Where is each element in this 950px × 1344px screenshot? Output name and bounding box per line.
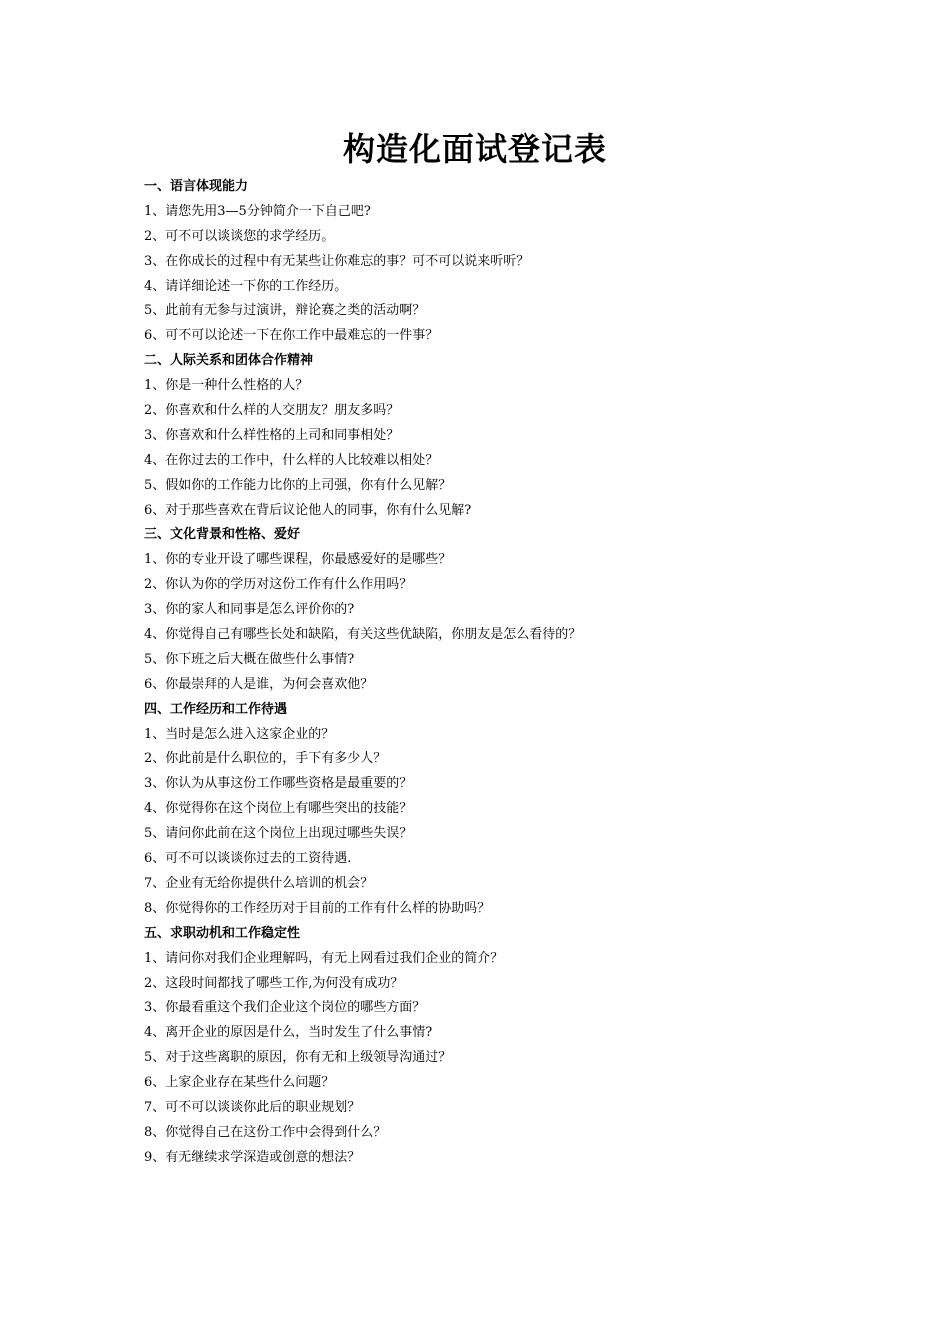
question-item: 4、你觉得你在这个岗位上有哪些突出的技能？ [144, 801, 413, 817]
question-item: 2、你此前是什么职位的，手下有多少人？ [144, 751, 387, 767]
question-item: 1、你的专业开设了哪些课程，你最感爱好的是哪些？ [144, 552, 452, 568]
question-item: 2、可不可以谈谈您的求学经历。 [144, 228, 335, 244]
question-item: 5、对于这些离职的原因，你有无和上级领导沟通过？ [144, 1050, 452, 1066]
question-item: 5、假如你的工作能力比你的上司强，你有什么见解？ [144, 477, 452, 493]
question-item: 8、你觉得自己在这份工作中会得到什么？ [144, 1124, 387, 1140]
question-item: 6、可不可以论述一下在你工作中最难忘的一件事？ [144, 328, 439, 344]
question-item: 2、你喜欢和什么样的人交朋友？朋友多吗？ [144, 403, 400, 419]
question-item: 3、你的家人和同事是怎么评价你的? [144, 602, 355, 618]
question-item: 6、对于那些喜欢在背后议论他人的同事，你有什么见解? [144, 502, 472, 518]
question-item: 1、请您先用3—5分钟简介一下自己吧? [144, 203, 371, 219]
question-item: 4、在你过去的工作中，什么样的人比较难以相处？ [144, 452, 439, 468]
question-item: 7、可不可以谈谈你此后的职业规划？ [144, 1099, 361, 1115]
section-heading: 一、语言体现能力 [144, 179, 249, 194]
question-item: 5、请问你此前在这个岗位上出现过哪些失误？ [144, 826, 413, 842]
question-item: 4、离开企业的原因是什么，当时发生了什么事情? [144, 1025, 433, 1041]
question-item: 6、你最崇拜的人是谁，为何会喜欢他？ [144, 676, 374, 692]
question-item: 6、上家企业存在某些什么问题？ [144, 1075, 335, 1091]
section-heading: 二、人际关系和团体合作精神 [144, 353, 314, 369]
section-heading: 四、工作经历和工作待遇 [144, 701, 288, 717]
page-title: 构造化面试登记表 [342, 130, 607, 168]
question-item: 5、你下班之后大概在做些什么事情? [144, 651, 355, 667]
question-item: 2、你认为你的学历对这份工作有什么作用吗？ [144, 577, 413, 593]
question-item: 2、这段时间都找了哪些工作,为何没有成功？ [144, 975, 404, 991]
question-item: 9、有无继续求学深造或创意的想法？ [144, 1149, 361, 1165]
question-item: 1、当时是怎么进入这家企业的？ [144, 726, 335, 742]
question-item: 3、你喜欢和什么样性格的上司和同事相处？ [144, 427, 400, 443]
question-item: 6、可不可以谈谈你过去的工资待遇. [144, 851, 352, 867]
question-item: 7、企业有无给你提供什么培训的机会？ [144, 875, 374, 891]
question-item: 3、在你成长的过程中有无某些让你难忘的事？可不可以说来听听？ [144, 253, 530, 269]
section-heading: 三、文化背景和性格、爱好 [144, 527, 301, 543]
document-body [144, 175, 844, 1171]
question-item: 4、请详细论述一下你的工作经历。 [144, 278, 348, 294]
section-heading: 五、求职动机和工作稳定性 [144, 925, 301, 941]
question-item: 8、你觉得你的工作经历对于目前的工作有什么样的协助吗？ [144, 900, 491, 916]
question-item: 5、此前有无参与过演讲，辩论赛之类的活动啊？ [144, 303, 426, 319]
question-item: 1、请问你对我们企业理解吗，有无上网看过我们企业的简介？ [144, 950, 504, 966]
question-item: 3、你认为从事这份工作哪些资格是最重要的？ [144, 776, 413, 792]
question-item: 4、你觉得自己有哪些长处和缺陷，有关这些优缺陷，你朋友是怎么看待的？ [144, 627, 582, 643]
question-item: 1、你是一种什么性格的人？ [144, 378, 309, 394]
question-item: 3、你最看重这个我们企业这个岗位的哪些方面？ [144, 1000, 426, 1016]
